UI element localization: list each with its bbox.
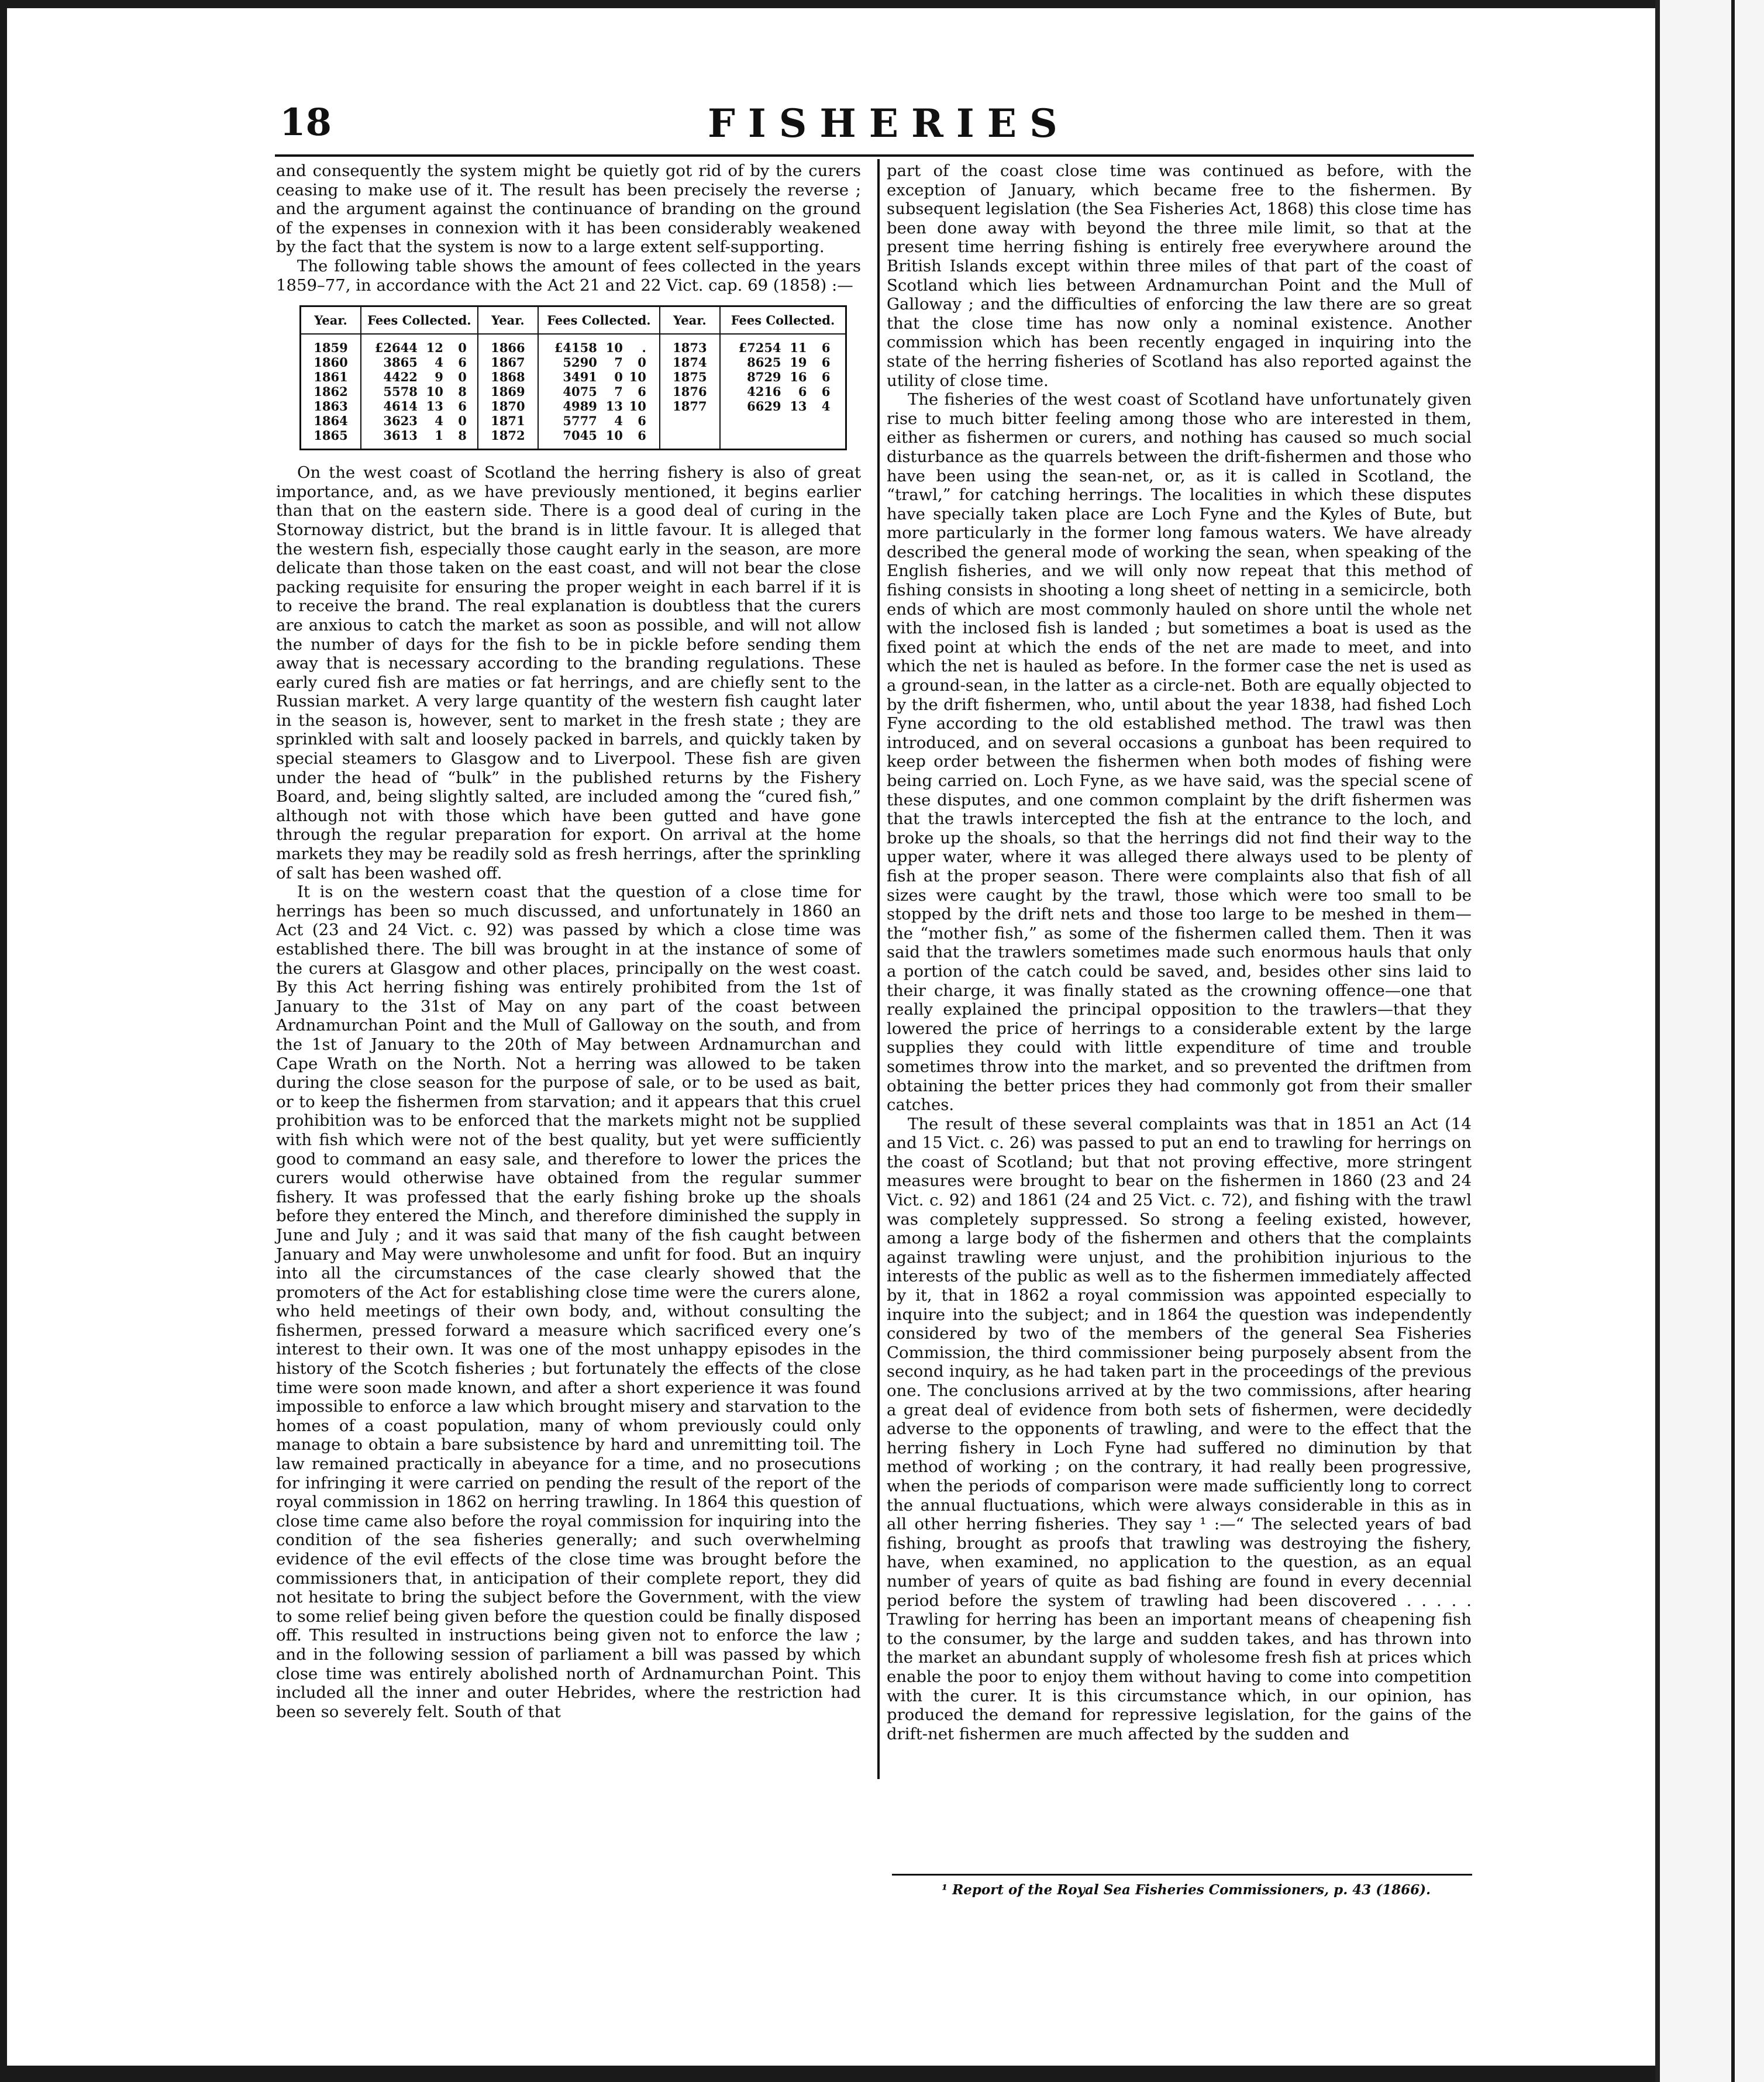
paragraph: On the west coast of Scotland the herring fishery is also of great importance, and, as we have previously mentioned, it begins earlier than that on the eastern side. There is a good deal of curing in the Stornoway district, but the brand is in little favour. It is alleged that the western fish, especially those caught early in the season, are more delicate than those taken on the east coast, and will not bear the close packing requisite for ensuring the proper weight in each barrel if it is to receive the brand. The real explanation is doubtless that the curers are anxious to catch the market as soon as possible, and will not allow the number of days for the fish to be in pickle before sending them away that is necessary according to the branding regulations. These early cured fish are maties or fat herrings, and are chiefly sent to the Russian market. A very large quantity of the western fish caught later in the season is, however, sent to market in the fresh state ; they are sprinkled with salt and loosely packed in barrels, and quickly taken by special steamers to Glasgow and to Liverpool. These fish are given under the head of “bulk” in the published returns by the Fishery Board, and, being slightly salted, are included among the “cured fish,” although not with those which have been gutted and have gone through the regular preparation for export. On arrival at the home markets they may be readily sold as fresh herrings, after the sprinkling of salt has been washed off. [276,463,861,883]
scan-border-bottom [0,2066,1764,2082]
header-rule [275,154,1474,157]
paragraph: The fisheries of the west coast of Scotland have unfortunately given rise to much bitter feeling among those who are interested in them, either as fishermen or curers, and nothing has caused so much social disturbance as the quarrels between the drift-fishermen and those who have been using the sean-net, or, as it is called in Scotland, the “trawl,” for catching herrings. The localities in which these disputes have specially taken place are Loch Fyne and the Kyles of Bute, but more particularly in the former long famous waters. We have already described the general mode of working the sean, when speaking of the English fisheries, and we will only now repeat that this method of fishing consists in shooting a long sheet of netting in a semicircle, both ends of which are most commonly hauled on shore until the whole net with the inclosed fish is landed ; but sometimes a boat is used as the fixed point at which the ends of the net are made to meet, and into which the net is hauled as before. In the former case the net is used as a ground-sean, in the latter as a circle-net. Both are equally objected to by the drift fishermen, who, until about the year 1838, had fished Loch Fyne according to the old established method. The trawl was then introduced, and on several occasions a gunboat has been required to keep order between the fishermen when both modes of fishing were being carried on. Loch Fyne, as we have said, was the special scene of these disputes, and one common complaint by the drift fishermen was that the trawls intercepted the fish at the entrance to the loch, and broke up the shoals, so that the herrings did not find their way to the upper water, where it was alleged there always used to be plenty of fish at the proper season. There were complaints also that fish of all sizes were caught by the trawl, those which were too small to be stopped by the drift nets and those too large to be meshed in them—the “mother fish,” as some of the fishermen called them. Then it was said that the trawlers sometimes made such enormous hauls that only a portion of the catch could be saved, and, besides other sins laid to their charge, it was finally stated as the crowning offence—one that really explained the principal opposition to the trawlers—that they lowered the price of herrings to a considerable extent by the large supplies they could with little expenditure of time and trouble sometimes throw into the market, and so prevented the driftmen from obtaining the better prices they had commonly got from their smaller catches. [887,390,1472,1115]
fee-pounds: £4158 [554,340,597,356]
fee-cell [720,413,846,428]
fee-cell [720,370,846,384]
year-cell: 1867 [478,355,539,370]
fee-pence: 10 [629,370,646,385]
fee-shillings: 12 [426,340,443,356]
fee-cell [720,334,846,355]
table-row [301,355,846,370]
fee-cell [538,355,659,370]
fee-pence: 8 [458,428,467,443]
fee-pounds: 8625 [747,355,781,370]
table-header-cell: Year. [660,306,721,335]
running-head: FISHERIES [708,101,1070,146]
scan-border-top [0,0,1764,8]
fee-pence: 4 [821,399,831,414]
fee-cell [720,384,846,399]
year-cell: 1869 [478,384,539,399]
year-cell: 1860 [301,355,361,370]
table-row [301,413,846,428]
table-row [301,399,846,413]
fees-table-body [301,334,846,450]
year-cell [660,413,721,428]
year-cell: 1872 [478,428,539,450]
fee-cell [538,370,659,384]
fee-pounds: 4216 [747,384,781,399]
fee-cell [538,413,659,428]
fee-pence: 0 [458,370,467,385]
year-cell: 1859 [301,334,361,355]
fee-shillings: 11 [790,340,807,356]
fee-pence: 10 [629,399,646,414]
left-column [276,161,861,1721]
fees-table-container [299,305,847,450]
fee-shillings: 10 [605,428,623,443]
page-number: 18 [280,101,332,144]
fee-pence: 6 [638,384,646,399]
paragraph: The following table shows the amount of fees collected in the years 1859–77, in accordance with the Act 21 and 22 Vict. cap. 69 (1858) :— [276,256,861,295]
fee-pounds: 4614 [383,399,418,414]
fee-pence: 6 [821,370,831,385]
fee-pence: 0 [638,355,646,370]
fee-shillings: 16 [790,370,807,385]
year-cell: 1876 [660,384,721,399]
fee-pence: 6 [821,340,831,356]
fee-shillings: 13 [426,399,443,414]
fee-pounds: 3623 [383,413,418,429]
fee-shillings: 7 [614,355,623,370]
fee-pounds: £7254 [738,340,781,356]
fee-pounds: 3491 [563,370,597,385]
year-cell: 1875 [660,370,721,384]
fee-shillings: 10 [426,384,443,399]
fee-pounds: 3865 [383,355,418,370]
year-cell: 1862 [301,384,361,399]
fee-pounds: 4075 [563,384,597,399]
fee-pence: 6 [638,428,646,443]
fee-cell [361,428,478,450]
table-header-cell: Fees Collected. [538,306,659,335]
year-cell: 1877 [660,399,721,413]
fee-pence: 6 [458,399,467,414]
fee-pounds: 4422 [383,370,418,385]
fee-shillings: 4 [435,413,443,429]
fee-pence: 0 [458,413,467,429]
year-cell: 1874 [660,355,721,370]
table-header-cell: Fees Collected. [361,306,478,335]
fee-shillings: 0 [614,370,623,385]
fee-shillings: 19 [790,355,807,370]
right-column [887,161,1472,1743]
fee-pounds: 5777 [563,413,597,429]
scan-border-right [1731,0,1735,2082]
fee-shillings: 4 [614,413,623,429]
year-cell: 1863 [301,399,361,413]
fee-pounds: 5290 [563,355,597,370]
table-row [301,384,846,399]
fee-pounds: 4989 [563,399,597,414]
year-cell [660,428,721,450]
fee-cell [361,370,478,384]
scan-page-edge-right [1655,0,1660,2082]
fee-shillings: 1 [435,428,443,443]
fee-shillings: 13 [790,399,807,414]
fee-pence: 6 [821,355,831,370]
fee-cell [538,384,659,399]
fee-cell [538,399,659,413]
fee-pence: 6 [458,355,467,370]
fee-cell [361,355,478,370]
fee-pounds: 8729 [747,370,781,385]
fee-cell [361,334,478,355]
year-cell: 1868 [478,370,539,384]
year-cell: 1871 [478,413,539,428]
year-cell: 1873 [660,334,721,355]
fee-pence: 0 [458,340,467,356]
table-row [301,370,846,384]
fee-pence: 8 [458,384,467,399]
fee-cell [361,384,478,399]
table-header-row [301,306,846,335]
year-cell: 1864 [301,413,361,428]
paragraph: The result of these several complaints was that in 1851 an Act (14 and 15 Vict. c. 26) was passed to put an end to trawling for herrings on the coast of Scotland; but that not proving effective, more stringent measures were brought to bear on the fishermen in 1860 (23 and 24 Vict. c. 92) and 1861 (24 and 25 Vict. c. 72), and fishing with the trawl was completely suppressed. So strong a feeling existed, however, among a large body of the fishermen and others that the complaints against trawling were unjust, and the prohibition injurious to the interests of the public as well as to the fishermen immediately affected by it, that in 1862 a royal commission was appointed especially to inquire into the subject; and in 1864 the question was independently considered by two of the members of the general Sea Fisheries Commission, the third commissioner being purposely absent from the second inquiry, as he had taken part in the proceedings of the previous one. The conclusions arrived at by the two commissions, after hearing a great deal of evidence from both sets of fishermen, were decidedly adverse to the opponents of trawling, and were to the effect that the herring fishery in Loch Fyne had suffered no diminution by that method of working ; on the contrary, it had really been progressive, when the periods of comparison were made sufficiently long to correct the annual fluctuations, which were always considerable in this as in all other herring fisheries. They say ¹ :—“ The selected years of bad fishing, brought as proofs that trawling was destroying the fishery, have, when examined, no application to the question, as an equal number of years of quite as bad fishing are found in every decennial period before the system of trawling had been discovered . . . . . Trawling for herring has been an important means of cheapening fish to the consumer, by the large and sudden takes, and has thrown into the market an abundant supply of wholesome fresh fish at prices which enable the poor to enjoy them without having to come into competition with the curer. It is this circumstance which, in our opinion, has produced the demand for repressive legislation, for the gains of the drift-net fishermen are much affected by the sudden and [887,1114,1472,1743]
table-header-cell: Fees Collected. [720,306,846,335]
scan-margin-right [1660,0,1764,2082]
footnote: ¹ Report of the Royal Sea Fisheries Commissioners, p. 43 (1866). [942,1882,1431,1898]
fee-pence: . [642,340,646,356]
fee-pounds: £2644 [374,340,418,356]
fee-shillings: 9 [435,370,443,385]
year-cell: 1870 [478,399,539,413]
fee-pounds: 5578 [383,384,418,399]
paragraph: part of the coast close time was continued as before, with the exception of January, which became free to the fishermen. By subsequent legislation (the Sea Fisheries Act, 1868) this close time has been done away with beyond the three mile limit, so that at the present time herring fishing is entirely free everywhere around the British Islands except within three miles of that part of the coast of Scotland which lies between Ardnamurchan Point and the Mull of Galloway ; and the difficulties of enforcing the law there are so great that the close time has now only a nominal existence. Another commission which has been recently engaged in inquiring into the state of the herring fisheries of Scotland has also reported against the utility of close time. [887,161,1472,390]
footnote-rule [892,1874,1472,1876]
scan-border-left [0,0,7,2082]
fee-shillings: 13 [605,399,623,414]
fee-cell [720,428,846,450]
year-cell: 1865 [301,428,361,450]
table-header-cell: Year. [301,306,361,335]
table-header-cell: Year. [478,306,539,335]
fee-pounds: 3613 [383,428,418,443]
year-cell: 1866 [478,334,539,355]
fee-shillings: 7 [614,384,623,399]
fee-shillings: 6 [798,384,807,399]
year-cell: 1861 [301,370,361,384]
fee-shillings: 4 [435,355,443,370]
table-row [301,428,846,450]
fee-cell [720,355,846,370]
fee-pence: 6 [821,384,831,399]
paragraph: It is on the western coast that the question of a close time for herrings has been so much discussed, and unfortunately in 1860 an Act (23 and 24 Vict. c. 92) was passed by which a close time was established there. The bill was brought in at the instance of some of the curers at Glasgow and other places, principally on the west coast. By this Act herring fishing was entirely prohibited from the 1st of January to the 31st of May on any part of the coast between Ardnamurchan Point and the Mull of Galloway on the south, and from the 1st of January to the 20th of May between Ardnamurchan and Cape Wrath on the North. Not a herring was allowed to be taken during the close season for the purpose of sale, or to be used as bait, or to keep the fishermen from starvation; and it appears that this cruel prohibition was to be enforced that the markets might not be supplied with fish which were not of the best quality, but yet were sufficiently good to command an easy sale, and therefore to lower the prices the curers would otherwise have obtained from the regular summer fishery. It was professed that the early fishing broke up the shoals before they entered the Minch, and therefore diminished the supply in June and July ; and it was said that many of the fish caught between January and May were unwholesome and unfit for food. But an inquiry into all the circumstances of the case clearly showed that the promoters of the Act for establishing close time were the curers alone, who held meetings of their own body, and, without consulting the fishermen, pressed forward a measure which sacrificed every one’s interest to their own. It was one of the most unhappy episodes in the history of the Scotch fisheries ; but fortunately the effects of the close time were soon made known, and after a short experience it was found impossible to enforce a law which brought misery and starvation to the homes of a coast population, many of whom previously could only manage to obtain a bare subsistence by hard and unremitting toil. The law remained practically in abeyance for a time, and no prosecutions for infringing it were carried on pending the result of the report of the royal commission in 1862 on herring trawling. In 1864 this question of close time came also before the royal commission for inquiring into the condition of the sea fisheries generally; and such overwhelming evidence of the evil effects of the close time was brought before the commissioners that, in anticipation of their complete report, they did not hesitate to bring the subject before the Government, with the view to some relief being given before the question could be finally disposed off. This resulted in instructions being given not to enforce the law ; and in the following session of parliament a bill was passed by which close time was entirely abolished north of Ardnamurchan Point. This included all the inner and outer Hebrides, where the restriction had been so severely felt. South of that [276,883,861,1721]
fee-cell [720,399,846,413]
fee-shillings: 10 [605,340,623,356]
fee-pounds: 7045 [563,428,597,443]
fee-cell [361,413,478,428]
fee-cell [361,399,478,413]
fees-table [299,305,847,450]
paragraph: and consequently the system might be quietly got rid of by the curers ceasing to make use of it. The result has been precisely the reverse ; and the argument against the continuance of branding on the ground of the expenses in connexion with it has been considerably weakened by the fact that the system is now to a large extent self-supporting. [276,161,861,257]
fee-cell [538,428,659,450]
column-divider [877,159,880,1779]
fee-cell [538,334,659,355]
table-row [301,334,846,355]
fee-pounds: 6629 [747,399,781,414]
fee-pence: 6 [638,413,646,429]
